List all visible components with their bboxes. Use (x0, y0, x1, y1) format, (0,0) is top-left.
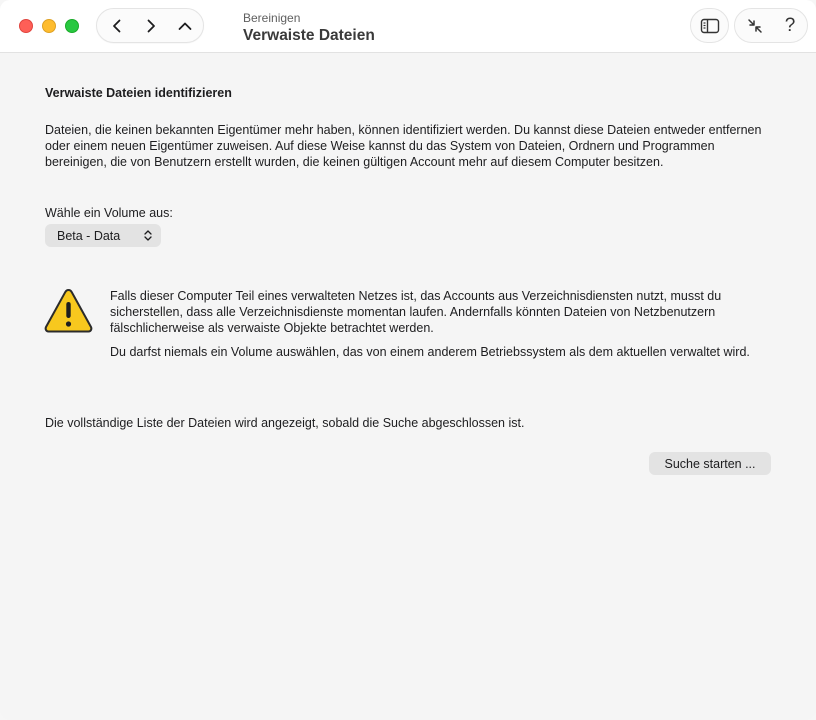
up-down-chevron-icon (144, 229, 152, 242)
collapse-button[interactable] (737, 9, 773, 42)
chevron-left-icon (109, 18, 125, 34)
title-bar (0, 0, 816, 53)
sidebar-toggle-button[interactable] (690, 8, 729, 43)
minimize-window-button[interactable] (42, 19, 56, 33)
up-button[interactable] (167, 9, 203, 42)
section-heading: Verwaiste Dateien identifizieren (45, 86, 232, 100)
maximize-window-button[interactable] (65, 19, 79, 33)
warning-text-network: Falls dieser Computer Teil eines verwalteten Netzes ist, das Accounts aus Verzeichnisdiensten nutzt, musst du sicherstellen, dass alle Verzeichnisdienste momentan laufen. Andernfalls könnten Dateien von Netzbenutzern fälschlicherweise als verwaiste Objekte betrachtet werden. (110, 289, 722, 335)
warning-text-volume: Du darfst niemals ein Volume auswählen, das von einem anderem Betriebssystem als dem aktuellen verwaltet wird. (110, 345, 750, 359)
start-search-button[interactable]: Suche starten ... (649, 452, 771, 475)
list-info-text: Die vollständige Liste der Dateien wird angezeigt, sobald die Suche abgeschlossen ist. (45, 416, 525, 430)
help-button[interactable]: ? (784, 14, 796, 36)
warning-triangle-icon (44, 288, 93, 333)
volume-select-value: Beta - Data (57, 228, 121, 243)
chevron-right-icon (143, 18, 159, 34)
chevron-up-icon (177, 18, 193, 34)
navigation-group (96, 8, 204, 43)
sidebar-icon (700, 18, 720, 34)
breadcrumb: Bereinigen (243, 11, 301, 25)
forward-button[interactable] (133, 9, 169, 42)
close-window-button[interactable] (19, 19, 33, 33)
description-text: Dateien, die keinen bekannten Eigentümer mehr haben, können identifiziert werden. Du kannst diese Dateien entweder entfernen oder einem neuen Eigentümer zuweisen. Auf diese Weise kannst du das System von Dateien, Ordnern und Programmen bereinigen, die von Benutzern erstellt wurden, die keinen gültigen Account mehr auf diesem Computer besitzen. (45, 123, 762, 169)
back-button[interactable] (99, 9, 135, 42)
collapse-arrows-icon (746, 17, 764, 35)
volume-select[interactable] (45, 224, 161, 247)
page-title: Verwaiste Dateien (243, 27, 375, 44)
volume-label: Wähle ein Volume aus: (45, 206, 173, 220)
window-actions-group (734, 8, 808, 43)
